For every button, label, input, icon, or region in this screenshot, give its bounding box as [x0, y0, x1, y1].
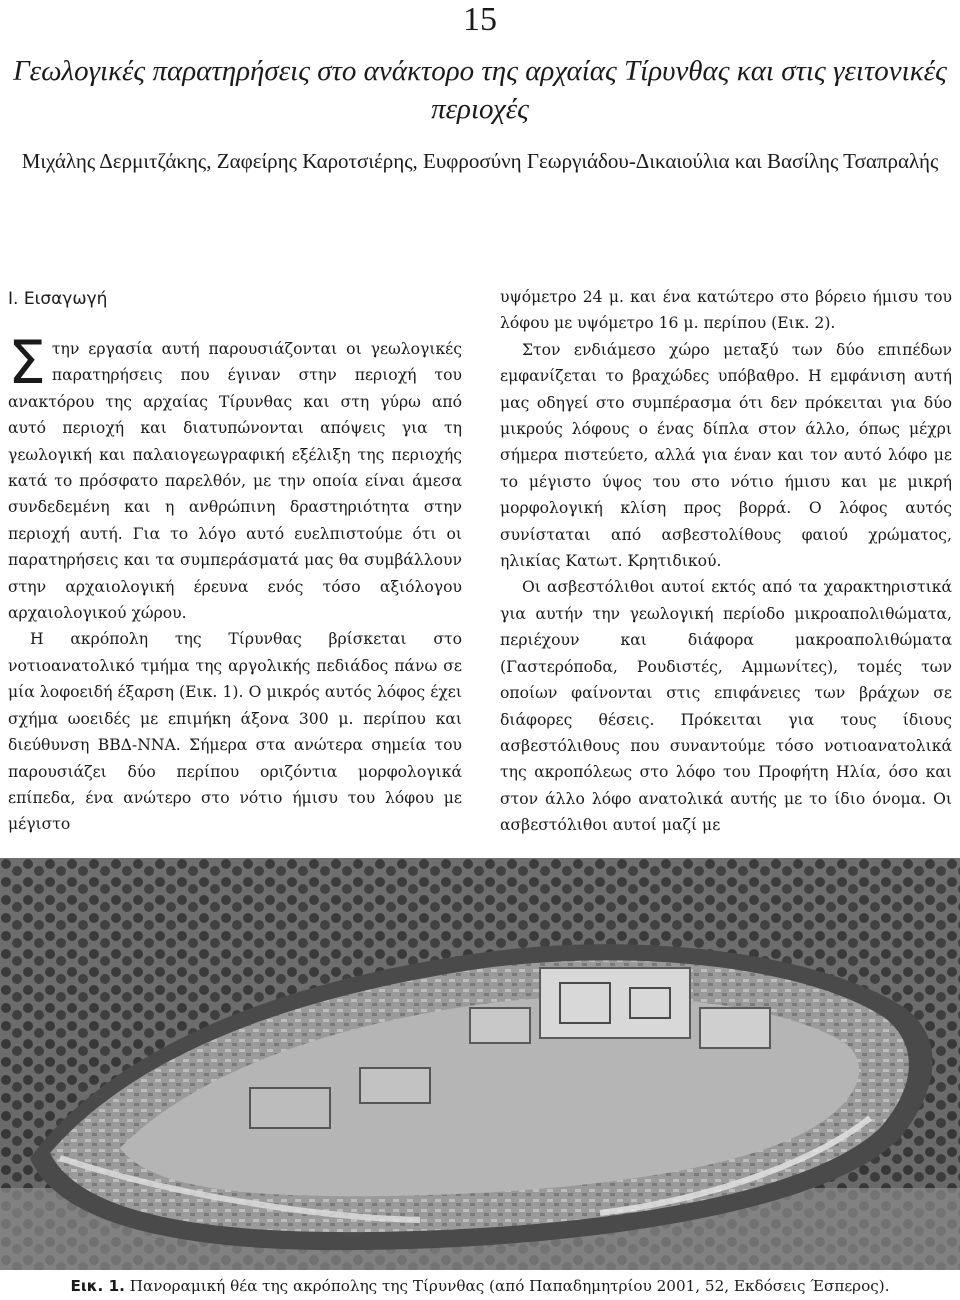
left-column [8, 286, 462, 838]
figure-caption [0, 1275, 960, 1297]
article-title: Γεωλογικές παρατηρήσεις στο ανάκτορο της αρχαίας Τίρυνθας και στις γειτονικές περιοχές [13, 55, 947, 125]
body-paragraph: Οι ασβεστόλιθοι αυτοί εκτός από τα χαρακτηριστικά για αυτήν την γεωλογική περίοδο μικροαπολιθώματα, περιέχουν και διάφορα μακροαπολιθώματα (Γαστερόποδα, Ρουδιστές, Αμμωνίτες), τομές των οποίων φαίνονται στις επιφάνειες των βράχων σε διάφορες θέσεις. Πρόκειται για τους ίδιους ασβεστόλιθους που συναντούμε τόσο νοτιοανατολικά της ακροπόλεως στο λόφο του Προφήτη Ηλία, όσο και στον άλλο λόφο ανατολικά αυτής με το ίδιο όνομα. Οι ασβεστόλιθοι αυτοί μαζί με [500, 578, 952, 835]
figure-caption-text: Πανοραμική θέα της ακρόπολης της Τίρυνθας (από Παπαδημητρίου 2001, 52, Εκδόσεις Έσπερος). [124, 1277, 890, 1295]
section-heading: Ι. Εισαγωγή [8, 289, 108, 309]
intro-paragraph-text: την εργασία αυτή παρουσιάζονται οι γεωλογικές παρατηρήσεις που έγιναν στην περιοχή του ανακτόρου της αρχαίας Τίρυνθας και στη γύρω από αυτό περιοχή και διατυπώνονται απόψεις για τη γεωλογική και παλαιογεωγραφική εξέλιξη της περιοχής κατά το πρόσφατο παρελθόν, με την οποία είναι άμεσα συνδεδεμένη και η ανθρώπινη δραστηριότητα στην περιοχή αυτή. Για το λόγο αυτό ευελπιστούμε ότι οι παρατηρήσεις και τα συμπεράσματά μας θα συμβάλλουν στην αρχαιολογική έρευνα ενός τόσο αξιόλογου αρχαιολογικού χώρου. [8, 340, 462, 623]
intro-paragraph [8, 328, 462, 626]
ruin-block [470, 1008, 530, 1043]
body-paragraph: υψόμετρο 24 μ. και ένα κατώτερο στο βόρειο ήμισυ του λόφου με υψόμετρο 16 μ. περίπου (Εικ. 2). [500, 288, 952, 333]
aerial-photo-illustration [0, 858, 960, 1270]
figure-caption-label: Εικ. 1. [70, 1277, 125, 1295]
body-paragraph: Η ακρόπολη της Τίρυνθας βρίσκεται στο νοτιοανατολικό τμήμα της αργολικής πεδιάδος πάνω σε μία λοφοειδή έξαρση (Εικ. 1). Ο μικρός αυτός λόφος έχει σχήμα ωοειδές με επιμήκη άξονα 300 μ. περίπου και διεύθυνση ΒΒΔ-ΝΝΑ. Σήμερα στα ανώτερα σημεία του παρουσιάζει δύο περίπου οριζόντια μορφολογικά επίπεδα, ένα ανώτερο στο νότιο ήμισυ του λόφου με μέγιστο [8, 630, 462, 834]
article-authors: Μιχάλης Δερμιτζάκης, Ζαφείρης Καροτσιέρης, Ευφροσύνη Γεωργιάδου-Δικαιούλια και Βασίλης Τσαπραλής [21, 149, 939, 173]
aerial-photo-tiryns [0, 858, 960, 1270]
right-column [500, 284, 952, 839]
body-paragraph: Στον ενδιάμεσο χώρο μεταξύ των δύο επιπέδων εμφανίζεται το βραχώδες υπόβαθρο. Η εμφάνιση αυτή μας οδηγεί στο συμπέρασμα ότι δεν πρόκειται για δύο μικρούς λόφους ο ένας δίπλα στον άλλο, όπως μέχρι σήμερα πιστεύετο, αλλά για έναν και τον αυτό λόφο με το μέγιστο ύψος του στο νότιο ήμισυ και με μικρή μορφολογική κλίση προς βορρά. Ο λόφος αυτός συνίσταται από ασβεστολίθους φαιού χρώματος, ηλικίας Κατωτ. Κρητιδικού. [500, 340, 952, 571]
ruin-block [360, 1068, 430, 1103]
palace-foundations [540, 968, 690, 1038]
page-number: 15 [463, 1, 497, 38]
ruin-block [250, 1088, 330, 1128]
drop-cap-letter: Σ [8, 328, 46, 398]
ruin-block [700, 1008, 770, 1048]
